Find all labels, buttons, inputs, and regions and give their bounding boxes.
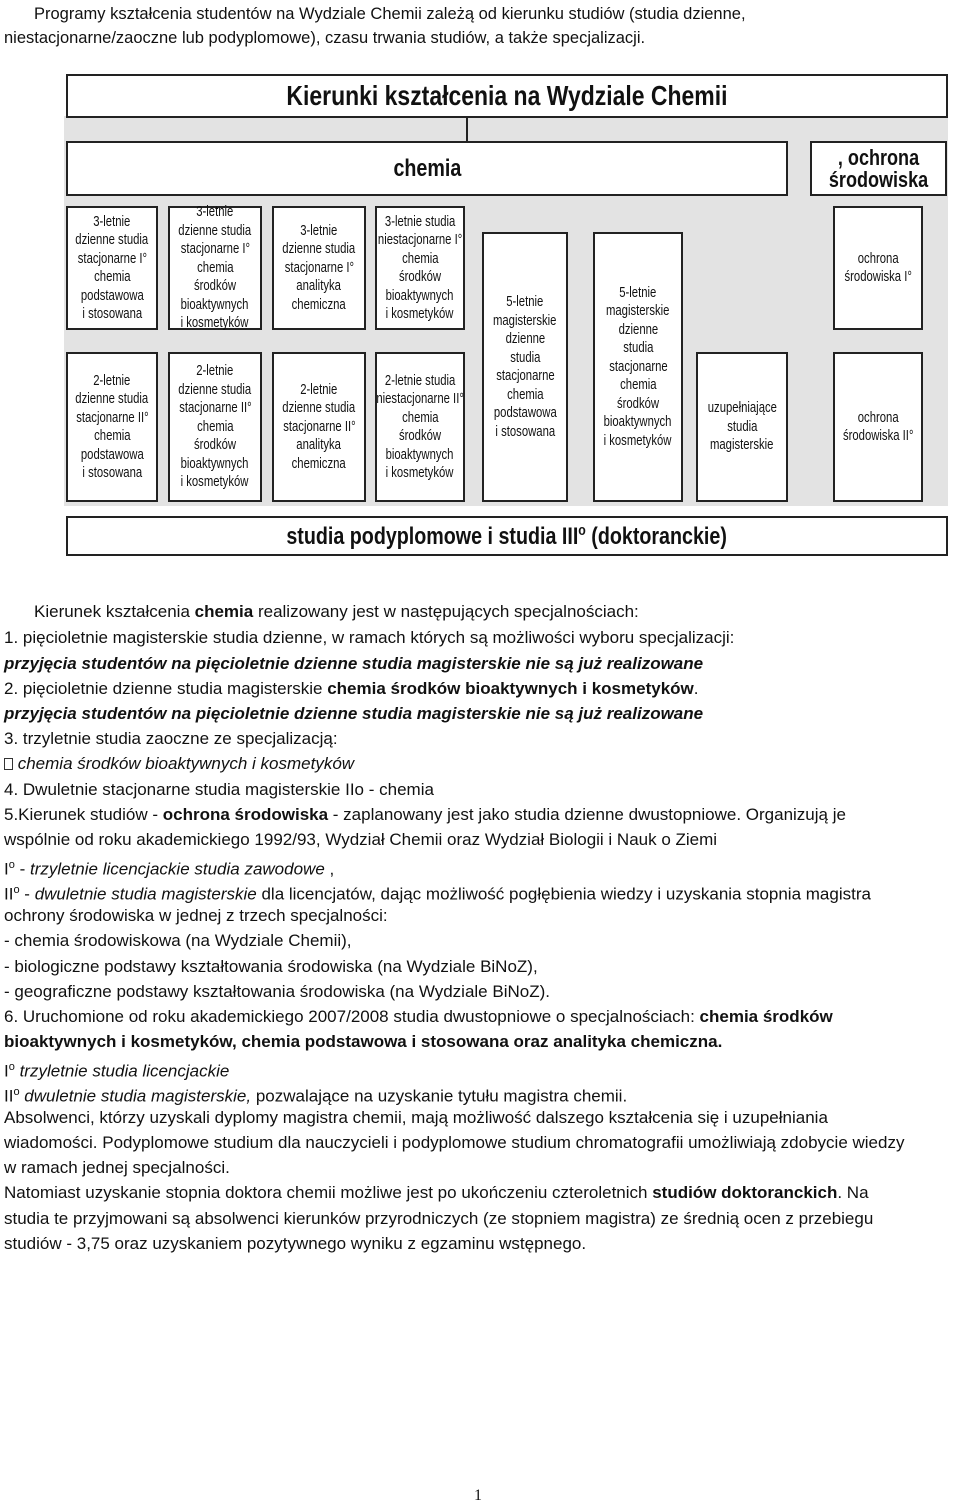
box-line: stacjonarne I° (284, 259, 354, 276)
box-line: 3-letnie (93, 213, 131, 230)
box-line: ochrona (857, 250, 899, 267)
box-3letnie-niestacjonarne (375, 206, 465, 330)
box-line: magisterskie (606, 303, 670, 320)
postgraduate-box (66, 516, 948, 556)
box-line: stacjonarne I° (180, 241, 250, 258)
box-line: środków (616, 395, 660, 412)
item-2-note: przyjęcia studentów na pięcioletnie dzienne studia magisterskie nie są już realizowane (4, 704, 704, 723)
box-line: dzienne studia (75, 232, 149, 248)
item-5-second-degree: $II^o$ - dwuletnie studia magisterskie dla licencjatów, dając możliwość pogłębienia wiedzy i uzyskania stopnia magistra (4, 884, 871, 904)
item-6-line-2: bioaktywnych i kosmetyków, chemia podstawowa i stosowana oraz analityka chemiczna. (4, 1032, 723, 1051)
intro-line-2: niestacjonarne/zaoczne lub podyplomowe), czasu trwania studiów, a także specjalizacji. (4, 29, 646, 47)
box-5letnie-chemia-podstawowa (482, 232, 568, 502)
box-line: bioaktywnych (181, 296, 249, 313)
box-line: 5-letnie (506, 294, 544, 310)
connector-line (466, 118, 468, 142)
item-5-line-5: ochrony środowiska w jednej z trzech specjalności: (4, 906, 388, 925)
box-line: środowiska I° (844, 269, 912, 285)
box-line: środków (193, 437, 237, 454)
postgraduate-label: studia podyplomowe i studia III$^o$ (doktoranckie) (286, 521, 728, 550)
box-line: stacjonarne I° (77, 250, 147, 267)
box-line: dzienne studia (282, 400, 356, 417)
box-line: 3-letnie (196, 204, 234, 221)
box-line: uzupełniające (707, 400, 777, 417)
graduates-line-1: Absolwenci, którzy uzyskali dyplomy magistra chemii, mają możliwość dalszego kształcenia się i uzupełniania (4, 1108, 828, 1127)
box-line: dzienne studia (75, 391, 149, 407)
box-line: bioaktywnych (386, 287, 454, 304)
box-line: stacjonarne (608, 358, 668, 375)
box-line: dzienne (505, 331, 545, 347)
box-line: chemia (619, 377, 657, 394)
item-1-note: przyjęcia studentów na pięcioletnie dzienne studia magisterskie nie są już realizowane (4, 654, 704, 673)
box-line: dzienne (618, 321, 658, 338)
box-3letnie-chemia-podstawowa (66, 206, 158, 330)
box-line: analityka (296, 437, 342, 454)
box-line: dzienne studia (178, 222, 252, 239)
box-5letnie-chemia-srodkow (593, 232, 683, 502)
box-line: 3-letnie (300, 222, 338, 239)
diagram-title: Kierunki kształcenia na Wydziale Chemii (286, 80, 728, 111)
box-line: analityka (296, 278, 342, 295)
box-line: i stosowana (495, 423, 555, 440)
box-line: dzienne studia (178, 381, 252, 398)
ochrona-header-box (810, 141, 947, 196)
box-line: chemiczna (291, 296, 347, 313)
box-line: magisterskie (493, 312, 557, 329)
study-fields-diagram (0, 0, 960, 570)
box-line: podstawowa (80, 287, 144, 304)
chemia-header: chemia (393, 154, 461, 182)
box-line: 5-letnie (619, 284, 657, 301)
box-line: bioaktywnych (604, 414, 672, 431)
bullet-box-icon (4, 758, 13, 770)
item-2: 2. pięcioletnie dzienne studia magisterskie chemia środków bioaktywnych i kosmetyków. (4, 679, 699, 698)
box-line: ochrona (857, 409, 899, 426)
box-line: bioaktywnych (386, 446, 454, 463)
box-line: 2-letnie studia (384, 372, 456, 389)
graduates-line-2: wiadomości. Podyplomowe studium dla nauczycieli i podyplomowe studium chromatografii umożliwiają zdobycie wiedzy (4, 1133, 905, 1152)
box-line: środków (398, 269, 442, 285)
box-2letnie-chemia-podstawowa (66, 352, 158, 502)
paragraph-specializations-intro: Kierunek kształcenia chemia realizowany jest w następujących specjalnościach: (34, 602, 639, 621)
ochrona-header-line-2: środowiska (828, 166, 929, 192)
diagram-title-box (66, 74, 948, 118)
box-line: chemia (401, 250, 439, 267)
box-line: magisterskie (710, 437, 774, 454)
box-line: i stosowana (82, 306, 142, 322)
item-6-first-degree: $I^o$ trzyletnie studia licencjackie (4, 1061, 230, 1081)
box-line: i kosmetyków (181, 474, 249, 491)
box-line: 3-letnie studia (384, 213, 456, 230)
item-5-spec-2: - biologiczne podstawy kształtowania środowiska (na Wydziale BiNoZ), (4, 957, 538, 976)
box-line: chemia (93, 428, 131, 444)
box-line: stacjonarne (495, 368, 555, 384)
item-5: 5.Kierunek studiów - ochrona środowiska - zaplanowany jest jako studia dzienne dwustopniowe. Organizują je (4, 805, 846, 824)
box-line: stacjonarne II° (178, 400, 252, 417)
box-3letnie-chemia-srodkow (168, 206, 262, 330)
item-5-first-degree: $I^o$ - trzyletnie licencjackie studia zawodowe , (4, 859, 335, 879)
graduates-line-3: w ramach jednej specjalności. (4, 1158, 230, 1177)
box-line: dzienne studia (282, 241, 356, 258)
box-line: podstawowa (80, 446, 144, 463)
box-2letnie-analityka (272, 352, 366, 502)
doctoral-line-3: studiów - 3,75 oraz uzyskaniem pozytywnego wyniku z egzaminu wstępnego. (4, 1234, 587, 1253)
item-1: 1. pięcioletnie magisterskie studia dzienne, w ramach których są możliwości wyboru specjalizacji: (4, 628, 735, 647)
box-line: 2-letnie (196, 363, 234, 380)
box-line: i stosowana (82, 465, 142, 481)
box-line: stacjonarne II° (75, 409, 149, 426)
chemia-header-box (66, 141, 788, 196)
item-5-spec-3: - geograficzne podstawy kształtowania środowiska (na Wydziale BiNoZ). (4, 982, 550, 1001)
box-2letnie-chemia-srodkow (168, 352, 262, 502)
box-line: niestacjonarne I° (377, 232, 463, 248)
box-line: chemia (506, 386, 544, 403)
box-line: środowiska II° (842, 428, 914, 444)
item-6: 6. Uruchomione od roku akademickiego 2007/2008 studia dwustopniowe o specjalnościach: chemia środków (4, 1007, 833, 1026)
box-uzupelniajace (696, 352, 788, 502)
box-line: środków (398, 428, 442, 444)
box-line: i kosmetyków (604, 432, 672, 449)
box-ochrona-ii (833, 352, 923, 502)
box-line: stacjonarne II° (282, 418, 356, 435)
box-line: i kosmetyków (386, 465, 454, 481)
intro-line-1: Programy kształcenia studentów na Wydziale Chemii zależą od kierunku studiów (studia dzienne, (34, 5, 746, 23)
item-4: 4. Dwuletnie stacjonarne studia magisterskie IIo - chemia (4, 780, 434, 799)
box-line: studia (622, 340, 654, 357)
box-line: i kosmetyków (386, 306, 454, 322)
box-2letnie-niestacjonarne (375, 352, 465, 502)
box-3letnie-analityka (272, 206, 366, 330)
box-line: podstawowa (493, 405, 557, 421)
page-number: 1 (474, 1487, 482, 1504)
item-3-specialization: chemia środków bioaktywnych i kosmetyków (4, 754, 354, 774)
doctoral-line-1: Natomiast uzyskanie stopnia doktora chemii możliwe jest po ukończeniu czteroletnich studiów doktoranckich. Na (4, 1183, 869, 1202)
box-ochrona-i (833, 206, 923, 330)
box-line: chemia (196, 418, 234, 435)
box-line: chemia (196, 259, 234, 276)
box-line: bioaktywnych (181, 455, 249, 472)
box-line: i kosmetyków (181, 315, 249, 332)
box-line: studia (726, 418, 758, 435)
box-line: chemia (401, 409, 439, 426)
box-line: 2-letnie (93, 372, 131, 389)
box-line: niestacjonarne II° (376, 391, 464, 407)
item-5-line-2: wspólnie od roku akademickiego 1992/93, Wydział Chemii oraz Wydział Biologii i Nauk o Ziemi (4, 830, 718, 849)
item-3: 3. trzyletnie studia zaoczne ze specjalizacją: (4, 729, 338, 748)
doctoral-line-2: studia te przyjmowani są absolwenci kierunków przyrodniczych (ze stopniem magistra) ze średnią ocen z przebiegu (4, 1209, 874, 1228)
box-line: studia (509, 349, 541, 366)
box-line: środków (193, 278, 237, 295)
box-line: chemia (93, 269, 131, 285)
item-6-second-degree: $II^o$ dwuletnie studia magisterskie, pozwalające na uzyskanie tytułu magistra chemii. (4, 1086, 628, 1106)
box-line: 2-letnie (300, 381, 338, 398)
ochrona-header-line-1: , ochrona (837, 144, 920, 170)
box-line: chemiczna (291, 455, 347, 472)
item-5-spec-1: - chemia środowiskowa (na Wydziale Chemii), (4, 931, 352, 950)
